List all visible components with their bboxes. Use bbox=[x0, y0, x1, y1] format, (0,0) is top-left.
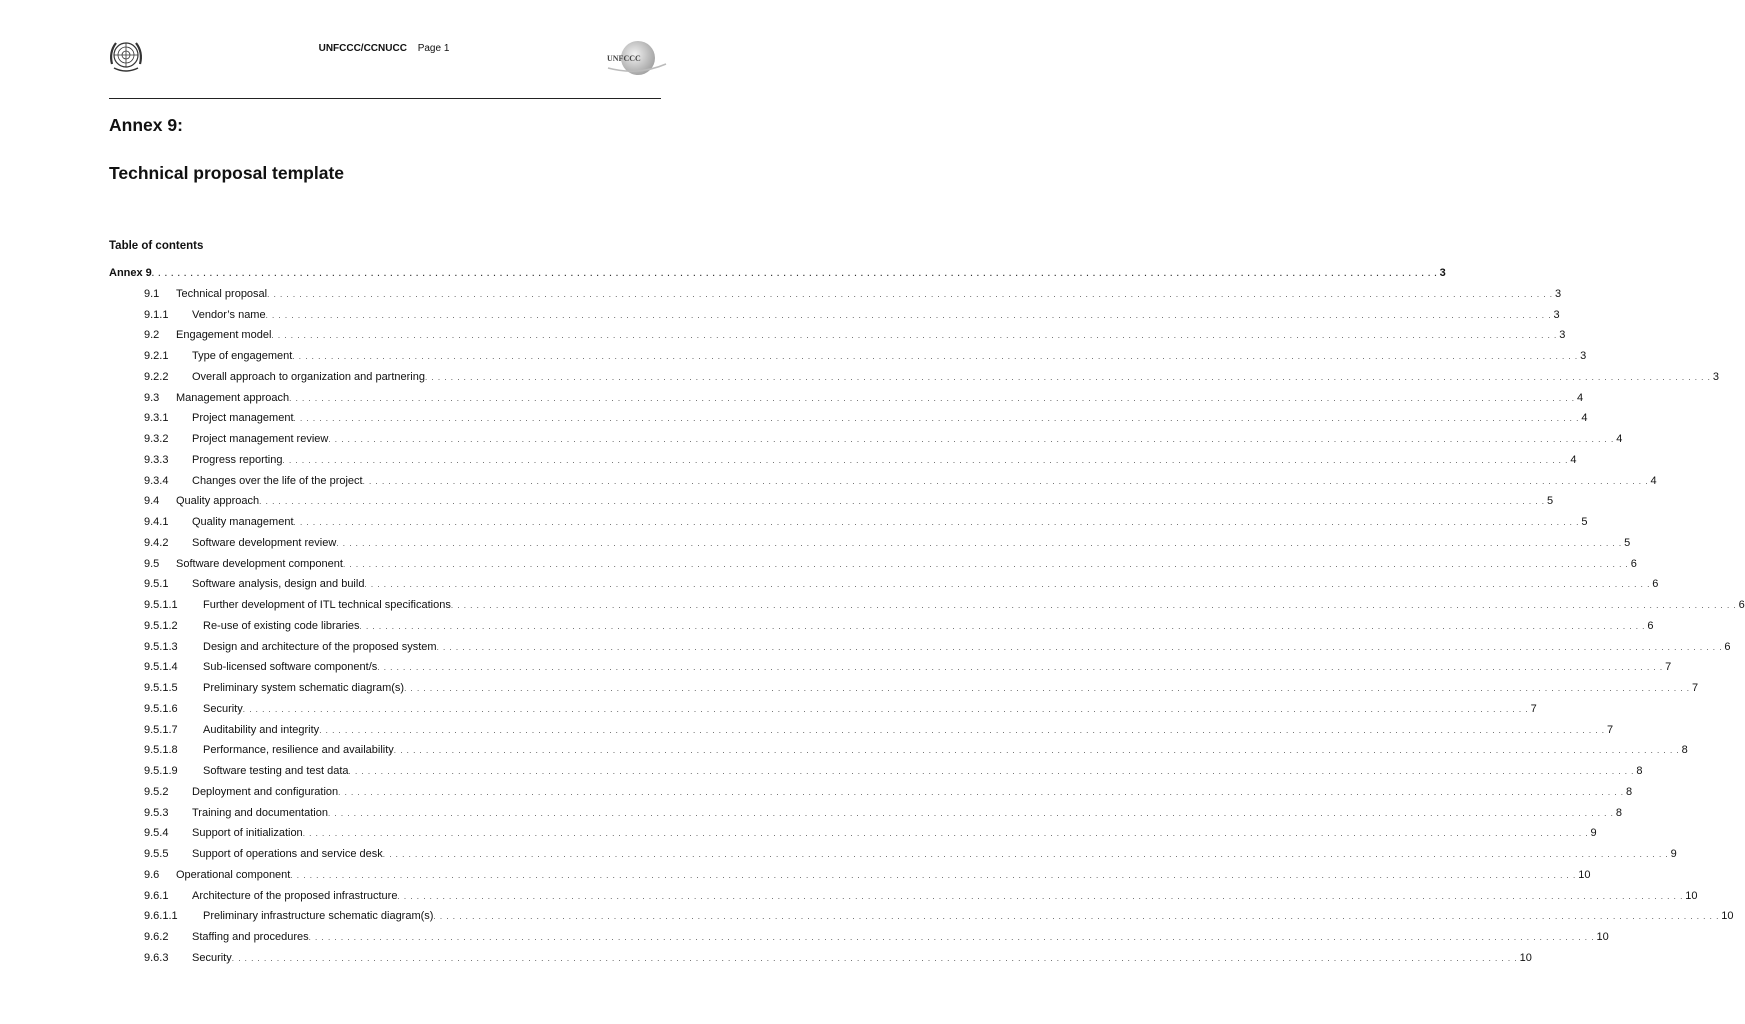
toc-dot-leader: . . . . . . . . . . . . . . . . . . . . . . . . . . . . . . . . . . . . . . . . . . . . . . . . . . . . . . . . . . . . . . . . . . . . . . . . . . . . . . . . . . . . . . . . . . . . . . . . . . . . . . . . . . . . . . . . . . . . . . . . . . . . . . . . . . . . . . . . . . . . . . . . . . . . . . . . . . . . . . . . . . . . . . . . . . . . . . . . . . . . . . . . . . . . . . . . . . . . . . . . bbox=[397, 891, 1684, 901]
toc-entry-number: 9.5 bbox=[144, 557, 160, 570]
toc-entry-number: 9.3 bbox=[144, 391, 160, 404]
toc-dot-leader: . . . . . . . . . . . . . . . . . . . . . . . . . . . . . . . . . . . . . . . . . . . . . . . . . . . . . . . . . . . . . . . . . . . . . . . . . . . . . . . . . . . . . . . . . . . . . . . . . . . . . . . . . . . . . . . . . . . . . . . . . . . . . . . . . . . . . . . . . . . . . . . . . . . . . . . . . . . . . . . . . . . . . . . . . . . . . . . . . . . . . . . . . . . . . . . . . . . . . . . . bbox=[404, 684, 1690, 693]
toc-entry-page: 9 bbox=[1590, 827, 1597, 840]
toc-entry[interactable] bbox=[109, 886, 1698, 907]
toc-entry-page: 6 bbox=[1630, 557, 1637, 570]
toc-entry-line bbox=[192, 782, 1633, 804]
toc-entry-title: Auditability and integrity bbox=[203, 720, 319, 741]
toc-entry-line bbox=[192, 512, 1588, 534]
toc-entry-line bbox=[192, 305, 1560, 327]
toc-entry-number: 9.4.2 bbox=[144, 536, 169, 549]
toc-entry-title: Technical proposal bbox=[176, 284, 267, 305]
toc-entry-title: Design and architecture of the proposed system bbox=[203, 637, 437, 658]
toc-dot-leader: . . . . . . . . . . . . . . . . . . . . . . . . . . . . . . . . . . . . . . . . . . . . . . . . . . . . . . . . . . . . . . . . . . . . . . . . . . . . . . . . . . . . . . . . . . . . . . . . . . . . . . . . . . . . . . . . . . . . . . . . . . . . . . . . . . . . . . . . . . . . . . . . . . . . . . . . . . . . . . . . . . . . . . . . . . . . . . . . . . . . . . . . . . . . . . . . . . . . . . . . bbox=[450, 601, 1737, 610]
toc-entry[interactable] bbox=[109, 491, 1554, 512]
table-of-contents bbox=[109, 263, 1745, 969]
toc-entry-page: 10 bbox=[1578, 868, 1591, 881]
header-org: UNFCCC/CCNUCC bbox=[318, 43, 407, 54]
toc-entry-page: 4 bbox=[1581, 412, 1588, 425]
toc-entry-line bbox=[192, 429, 1623, 451]
toc-dot-leader: . . . . . . . . . . . . . . . . . . . . . . . . . . . . . . . . . . . . . . . . . . . . . . . . . . . . . . . . . . . . . . . . . . . . . . . . . . . . . . . . . . . . . . . . . . . . . . . . . . . . . . . . . . . . . . . . . . . . . . . . . . . . . . . . . . . . . . . . . . . . . . . . . . . . . . . . . . . . . . . . . . . . . . . . . . . . . . . . . . . . . . . . . . . . . . . . . . . . . . . . bbox=[308, 933, 1595, 942]
toc-entry-line bbox=[203, 637, 1731, 659]
toc-entry-number: 9.3.4 bbox=[144, 474, 169, 487]
toc-entry-title: Engagement model bbox=[176, 325, 271, 346]
toc-dot-leader: . . . . . . . . . . . . . . . . . . . . . . . . . . . . . . . . . . . . . . . . . . . . . . . . . . . . . . . . . . . . . . . . . . . . . . . . . . . . . . . . . . . . . . . . . . . . . . . . . . . . . . . . . . . . . . . . . . . . . . . . . . . . . . . . . . . . . . . . . . . . . . . . . . . . . . . . . . . . . . . . . . . . . . . . . . . . . . . . . . . . . . . . . . . . . . . . . . . . . . . . bbox=[393, 746, 1680, 756]
toc-entry-line bbox=[192, 471, 1657, 493]
toc-entry[interactable] bbox=[109, 740, 1688, 761]
header-divider bbox=[109, 98, 661, 99]
toc-dot-leader: . . . . . . . . . . . . . . . . . . . . . . . . . . . . . . . . . . . . . . . . . . . . . . . . . . . . . . . . . . . . . . . . . . . . . . . . . . . . . . . . . . . . . . . . . . . . . . . . . . . . . . . . . . . . . . . . . . . . . . . . . . . . . . . . . . . . . . . . . . . . . . . . . . . . . . . . . . . . . . . . . . . . . . . . . . . . . . . . . . . . . . . . . . . . . . . . . . . . . . . . bbox=[364, 580, 1651, 590]
toc-entry[interactable] bbox=[109, 927, 1609, 948]
toc-entry[interactable] bbox=[109, 325, 1566, 346]
toc-entry-title: Architecture of the proposed infrastructure bbox=[192, 886, 397, 907]
toc-entry-title: Support of initialization bbox=[192, 823, 303, 844]
toc-entry-page: 5 bbox=[1581, 516, 1588, 528]
toc-entry-line bbox=[203, 761, 1643, 783]
toc-entry-number: 9.5.5 bbox=[144, 848, 169, 860]
toc-entry-title: Project management bbox=[192, 408, 294, 429]
toc-entry-line bbox=[192, 408, 1588, 430]
toc-entry-number: 9.5.1.6 bbox=[144, 702, 178, 715]
toc-entry-page: 6 bbox=[1647, 619, 1654, 632]
toc-entry-number: 9.4.1 bbox=[144, 516, 169, 528]
toc-entry-number: 9.1 bbox=[144, 287, 160, 300]
toc-entry[interactable] bbox=[109, 512, 1588, 533]
toc-entry-title: Deployment and configuration bbox=[192, 782, 338, 803]
toc-entry-page: 6 bbox=[1724, 640, 1731, 653]
toc-entry-title: Preliminary infrastructure schematic diagram(s) bbox=[203, 906, 433, 927]
toc-entry-line bbox=[176, 865, 1591, 887]
toc-entry-number: 9.5.2 bbox=[144, 785, 169, 798]
toc-entry[interactable] bbox=[109, 429, 1623, 450]
toc-entry-title: Operational component bbox=[176, 865, 290, 886]
toc-entry-line bbox=[203, 699, 1537, 721]
toc-entry-title: Sub-licensed software component/s bbox=[203, 657, 377, 678]
toc-entry[interactable] bbox=[109, 408, 1588, 429]
toc-entry-number: 9.6.1 bbox=[144, 889, 169, 902]
toc-entry-page: 8 bbox=[1615, 806, 1622, 819]
toc-entry-title: Vendor’s name bbox=[192, 305, 266, 326]
toc-entry-line bbox=[203, 678, 1699, 700]
toc-entry-number: 9.2.2 bbox=[144, 370, 169, 383]
toc-entry-title: Staffing and procedures bbox=[192, 927, 309, 948]
toc-entry-page: 4 bbox=[1650, 474, 1657, 487]
toc-entry-title: Overall approach to organization and partnering bbox=[192, 367, 425, 388]
toc-dot-leader: . . . . . . . . . . . . . . . . . . . . . . . . . . . . . . . . . . . . . . . . . . . . . . . . . . . . . . . . . . . . . . . . . . . . . . . . . . . . . . . . . . . . . . . . . . . . . . . . . . . . . . . . . . . . . . . . . . . . . . . . . . . . . . . . . . . . . . . . . . . . . . . . . . . . . . . . . . . . . . . . . . . . . . . . . . . . . . . . . . . . . . . . . . . . . . . . . . . . . . . . bbox=[382, 850, 1669, 859]
toc-entry-title: Quality approach bbox=[176, 491, 259, 512]
toc-entry-line bbox=[192, 886, 1698, 908]
toc-dot-leader: . . . . . . . . . . . . . . . . . . . . . . . . . . . . . . . . . . . . . . . . . . . . . . . . . . . . . . . . . . . . . . . . . . . . . . . . . . . . . . . . . . . . . . . . . . . . . . . . . . . . . . . . . . . . . . . . . . . . . . . . . . . . . . . . . . . . . . . . . . . . . . . . . . . . . . . . . . . . . . . . . . . . . . . . . . . . . . . . . . . . . . . . . . . . . . . . . . . . . . . . bbox=[282, 455, 1569, 465]
toc-entry-page: 5 bbox=[1624, 536, 1631, 549]
document-title: Technical proposal template bbox=[109, 163, 345, 183]
toc-entry-page: 6 bbox=[1738, 599, 1745, 611]
toc-entry-line bbox=[176, 325, 1566, 347]
toc-entry[interactable] bbox=[109, 284, 1562, 305]
toc-entry-line bbox=[109, 263, 1446, 285]
toc-entry-page: 10 bbox=[1596, 931, 1609, 943]
toc-entry-title: Software development review bbox=[192, 533, 336, 554]
toc-entry-number: 9.5.1.3 bbox=[144, 640, 178, 653]
toc-entry-page: 3 bbox=[1553, 308, 1560, 321]
toc-entry-title: Further development of ITL technical specifications bbox=[203, 595, 451, 616]
toc-entry-title: Software analysis, design and build bbox=[192, 574, 364, 595]
toc-entry-line bbox=[192, 346, 1587, 368]
toc-dot-leader: . . . . . . . . . . . . . . . . . . . . . . . . . . . . . . . . . . . . . . . . . . . . . . . . . . . . . . . . . . . . . . . . . . . . . . . . . . . . . . . . . . . . . . . . . . . . . . . . . . . . . . . . . . . . . . . . . . . . . . . . . . . . . . . . . . . . . . . . . . . . . . . . . . . . . . . . . . . . . . . . . . . . . . . . . . . . . . . . . . . . . . . . . . . . . . . . . . . . . . . . bbox=[151, 269, 1438, 278]
toc-entry-title: Project management review bbox=[192, 429, 328, 450]
unfccc-logo-text: UNFCCC bbox=[607, 54, 641, 63]
toc-entry-line bbox=[192, 533, 1631, 555]
toc-entry-title: Quality management bbox=[192, 512, 294, 533]
toc-dot-leader: . . . . . . . . . . . . . . . . . . . . . . . . . . . . . . . . . . . . . . . . . . . . . . . . . . . . . . . . . . . . . . . . . . . . . . . . . . . . . . . . . . . . . . . . . . . . . . . . . . . . . . . . . . . . . . . . . . . . . . . . . . . . . . . . . . . . . . . . . . . . . . . . . . . . . . . . . . . . . . . . . . . . . . . . . . . . . . . . . . . . . . . . . . . . . . . . . . . . . . . . bbox=[242, 704, 1529, 714]
toc-entry-line bbox=[176, 388, 1584, 410]
toc-entry-title: Progress reporting bbox=[192, 450, 283, 471]
toc-entry-number: 9.6 bbox=[144, 868, 160, 881]
toc-entry-line bbox=[203, 657, 1672, 679]
toc-dot-leader: . . . . . . . . . . . . . . . . . . . . . . . . . . . . . . . . . . . . . . . . . . . . . . . . . . . . . . . . . . . . . . . . . . . . . . . . . . . . . . . . . . . . . . . . . . . . . . . . . . . . . . . . . . . . . . . . . . . . . . . . . . . . . . . . . . . . . . . . . . . . . . . . . . . . . . . . . . . . . . . . . . . . . . . . . . . . . . . . . . . . . . . . . . . . . . . . . . . . . . . . bbox=[289, 393, 1575, 403]
unfccc-logo-icon bbox=[600, 40, 668, 80]
toc-entry-title: Changes over the life of the project bbox=[192, 471, 363, 492]
toc-entry-number: 9.2 bbox=[144, 329, 160, 342]
toc-dot-leader: . . . . . . . . . . . . . . . . . . . . . . . . . . . . . . . . . . . . . . . . . . . . . . . . . . . . . . . . . . . . . . . . . . . . . . . . . . . . . . . . . . . . . . . . . . . . . . . . . . . . . . . . . . . . . . . . . . . . . . . . . . . . . . . . . . . . . . . . . . . . . . . . . . . . . . . . . . . . . . . . . . . . . . . . . . . . . . . . . . . . . . . . . . . . . . . . . . . . . . . . bbox=[424, 372, 1711, 382]
toc-entry-title: Re-use of existing code libraries bbox=[203, 616, 360, 637]
toc-entry-line bbox=[176, 554, 1637, 576]
toc-entry-title: Management approach bbox=[176, 388, 289, 409]
toc-entry-title: Security bbox=[203, 699, 243, 720]
toc-entry-number: 9.6.2 bbox=[144, 931, 169, 943]
toc-entry-page: 4 bbox=[1616, 433, 1623, 445]
toc-entry-page: 3 bbox=[1712, 370, 1719, 383]
toc-entry-number: 9.3.3 bbox=[144, 453, 169, 466]
toc-entry-line bbox=[176, 284, 1562, 306]
toc-entry-line bbox=[203, 906, 1734, 928]
toc-entry[interactable] bbox=[109, 782, 1633, 803]
toc-entry-number: 9.6.3 bbox=[144, 951, 169, 964]
toc-entry-number: 9.2.1 bbox=[144, 350, 169, 362]
toc-entry-title: Performance, resilience and availability bbox=[203, 740, 394, 761]
toc-entry[interactable] bbox=[109, 471, 1657, 492]
toc-entry-title: Software development component bbox=[176, 554, 343, 575]
toc-entry-title: Annex 9 bbox=[109, 263, 152, 284]
toc-dot-leader: . . . . . . . . . . . . . . . . . . . . . . . . . . . . . . . . . . . . . . . . . . . . . . . . . . . . . . . . . . . . . . . . . . . . . . . . . . . . . . . . . . . . . . . . . . . . . . . . . . . . . . . . . . . . . . . . . . . . . . . . . . . . . . . . . . . . . . . . . . . . . . . . . . . . . . . . . . . . . . . . . . . . . . . . . . . . . . . . . . . . . . . . . . . . . . . . . . . . . . . . bbox=[436, 642, 1723, 652]
toc-entry[interactable] bbox=[109, 388, 1584, 409]
toc-entry-page: 10 bbox=[1685, 889, 1698, 902]
toc-entry[interactable] bbox=[109, 844, 1677, 865]
toc-dot-leader: . . . . . . . . . . . . . . . . . . . . . . . . . . . . . . . . . . . . . . . . . . . . . . . . . . . . . . . . . . . . . . . . . . . . . . . . . . . . . . . . . . . . . . . . . . . . . . . . . . . . . . . . . . . . . . . . . . . . . . . . . . . . . . . . . . . . . . . . . . . . . . . . . . . . . . . . . . . . . . . . . . . . . . . . . . . . . . . . . . . . . . . . . . . . . . . . . . . . . . . . bbox=[292, 352, 1579, 361]
toc-dot-leader: . . . . . . . . . . . . . . . . . . . . . . . . . . . . . . . . . . . . . . . . . . . . . . . . . . . . . . . . . . . . . . . . . . . . . . . . . . . . . . . . . . . . . . . . . . . . . . . . . . . . . . . . . . . . . . . . . . . . . . . . . . . . . . . . . . . . . . . . . . . . . . . . . . . . . . . . . . . . . . . . . . . . . . . . . . . . . . . . . . . . . . . . . . . . . . . . . . . . . . . . bbox=[259, 497, 1546, 507]
toc-entry-number: 9.5.1.1 bbox=[144, 599, 178, 611]
toc-entry-number: 9.5.4 bbox=[144, 827, 169, 840]
toc-entry[interactable] bbox=[109, 823, 1597, 844]
toc-entry-line bbox=[192, 927, 1609, 949]
toc-entry[interactable] bbox=[109, 595, 1745, 616]
toc-entry[interactable] bbox=[109, 699, 1537, 720]
toc-entry[interactable] bbox=[109, 533, 1631, 554]
toc-entry[interactable] bbox=[109, 761, 1643, 782]
toc-entry-line bbox=[203, 720, 1614, 742]
toc-dot-leader: . . . . . . . . . . . . . . . . . . . . . . . . . . . . . . . . . . . . . . . . . . . . . . . . . . . . . . . . . . . . . . . . . . . . . . . . . . . . . . . . . . . . . . . . . . . . . . . . . . . . . . . . . . . . . . . . . . . . . . . . . . . . . . . . . . . . . . . . . . . . . . . . . . . . . . . . . . . . . . . . . . . . . . . . . . . . . . . . . . . . . . . . . . . . . . . . . . . . . . . . bbox=[302, 829, 1589, 839]
toc-dot-leader: . . . . . . . . . . . . . . . . . . . . . . . . . . . . . . . . . . . . . . . . . . . . . . . . . . . . . . . . . . . . . . . . . . . . . . . . . . . . . . . . . . . . . . . . . . . . . . . . . . . . . . . . . . . . . . . . . . . . . . . . . . . . . . . . . . . . . . . . . . . . . . . . . . . . . . . . . . . . . . . . . . . . . . . . . . . . . . . . . . . . . . . . . . . . . . . . . . . . . . . . bbox=[377, 663, 1664, 673]
toc-entry-page: 9 bbox=[1670, 848, 1677, 860]
toc-entry-number: 9.4 bbox=[144, 495, 160, 508]
toc-entry-page: 8 bbox=[1681, 744, 1688, 757]
toc-dot-leader: . . . . . . . . . . . . . . . . . . . . . . . . . . . . . . . . . . . . . . . . . . . . . . . . . . . . . . . . . . . . . . . . . . . . . . . . . . . . . . . . . . . . . . . . . . . . . . . . . . . . . . . . . . . . . . . . . . . . . . . . . . . . . . . . . . . . . . . . . . . . . . . . . . . . . . . . . . . . . . . . . . . . . . . . . . . . . . . . . . . . . . . . . . . . . . . . . . . . . . . . bbox=[362, 476, 1649, 486]
toc-entry-page: 10 bbox=[1519, 951, 1532, 964]
toc-entry[interactable] bbox=[109, 720, 1614, 741]
toc-dot-leader: . . . . . . . . . . . . . . . . . . . . . . . . . . . . . . . . . . . . . . . . . . . . . . . . . . . . . . . . . . . . . . . . . . . . . . . . . . . . . . . . . . . . . . . . . . . . . . . . . . . . . . . . . . . . . . . . . . . . . . . . . . . . . . . . . . . . . . . . . . . . . . . . . . . . . . . . . . . . . . . . . . . . . . . . . . . . . . . . . . . . . . . . . . . . . . . . . . . . . . . . bbox=[319, 725, 1606, 735]
toc-entry[interactable] bbox=[109, 450, 1577, 471]
toc-entry-number: 9.5.1.4 bbox=[144, 661, 178, 674]
toc-entry[interactable] bbox=[109, 367, 1719, 388]
toc-entry-number: 9.5.1.5 bbox=[144, 682, 178, 694]
toc-entry-line bbox=[192, 450, 1577, 472]
toc-dot-leader: . . . . . . . . . . . . . . . . . . . . . . . . . . . . . . . . . . . . . . . . . . . . . . . . . . . . . . . . . . . . . . . . . . . . . . . . . . . . . . . . . . . . . . . . . . . . . . . . . . . . . . . . . . . . . . . . . . . . . . . . . . . . . . . . . . . . . . . . . . . . . . . . . . . . . . . . . . . . . . . . . . . . . . . . . . . . . . . . . . . . . . . . . . . . . . . . . . . . . . . . bbox=[348, 767, 1635, 776]
toc-entry-title: Security bbox=[192, 948, 232, 969]
toc-entry-line bbox=[192, 803, 1622, 825]
toc-entry-line bbox=[192, 823, 1597, 845]
toc-entry[interactable] bbox=[109, 865, 1591, 886]
toc-entry[interactable] bbox=[109, 803, 1622, 824]
toc-entry-page: 8 bbox=[1626, 785, 1633, 798]
toc-dot-leader: . . . . . . . . . . . . . . . . . . . . . . . . . . . . . . . . . . . . . . . . . . . . . . . . . . . . . . . . . . . . . . . . . . . . . . . . . . . . . . . . . . . . . . . . . . . . . . . . . . . . . . . . . . . . . . . . . . . . . . . . . . . . . . . . . . . . . . . . . . . . . . . . . . . . . . . . . . . . . . . . . . . . . . . . . . . . . . . . . . . . . . . . . . . . . . . . . . . . . . . . bbox=[290, 870, 1577, 880]
toc-entry-page: 3 bbox=[1580, 350, 1587, 362]
toc-entry[interactable] bbox=[109, 948, 1532, 969]
toc-entry[interactable] bbox=[109, 263, 1446, 284]
toc-entry-title: Type of engagement bbox=[192, 346, 292, 367]
toc-entry[interactable] bbox=[109, 678, 1699, 699]
toc-entry-page: 7 bbox=[1530, 702, 1537, 715]
toc-entry-page: 3 bbox=[1559, 329, 1566, 342]
toc-entry-line bbox=[192, 844, 1677, 866]
toc-entry-number: 9.3.1 bbox=[144, 412, 169, 425]
page-header bbox=[0, 0, 768, 100]
toc-entry[interactable] bbox=[109, 616, 1654, 637]
toc-dot-leader: . . . . . . . . . . . . . . . . . . . . . . . . . . . . . . . . . . . . . . . . . . . . . . . . . . . . . . . . . . . . . . . . . . . . . . . . . . . . . . . . . . . . . . . . . . . . . . . . . . . . . . . . . . . . . . . . . . . . . . . . . . . . . . . . . . . . . . . . . . . . . . . . . . . . . . . . . . . . . . . . . . . . . . . . . . . . . . . . . . . . . . . . . . . . . . . . . . . . . . . . bbox=[231, 953, 1518, 963]
toc-entry-page: 3 bbox=[1439, 267, 1446, 279]
toc-entry-line bbox=[176, 491, 1554, 513]
toc-dot-leader: . . . . . . . . . . . . . . . . . . . . . . . . . . . . . . . . . . . . . . . . . . . . . . . . . . . . . . . . . . . . . . . . . . . . . . . . . . . . . . . . . . . . . . . . . . . . . . . . . . . . . . . . . . . . . . . . . . . . . . . . . . . . . . . . . . . . . . . . . . . . . . . . . . . . . . . . . . . . . . . . . . . . . . . . . . . . . . . . . . . . . . . . . . . . . . . . . . . . . . . . bbox=[327, 808, 1614, 818]
toc-entry-number: 9.5.1.7 bbox=[144, 723, 178, 736]
annex-title: Annex 9: bbox=[109, 115, 183, 135]
toc-entry-title: Software testing and test data bbox=[203, 761, 349, 782]
toc-dot-leader: . . . . . . . . . . . . . . . . . . . . . . . . . . . . . . . . . . . . . . . . . . . . . . . . . . . . . . . . . . . . . . . . . . . . . . . . . . . . . . . . . . . . . . . . . . . . . . . . . . . . . . . . . . . . . . . . . . . . . . . . . . . . . . . . . . . . . . . . . . . . . . . . . . . . . . . . . . . . . . . . . . . . . . . . . . . . . . . . . . . . . . . . . . . . . . . . . . . . . . . . bbox=[293, 518, 1580, 527]
toc-entry-number: 9.5.1.8 bbox=[144, 744, 178, 757]
toc-entry-line bbox=[192, 948, 1532, 970]
toc-dot-leader: . . . . . . . . . . . . . . . . . . . . . . . . . . . . . . . . . . . . . . . . . . . . . . . . . . . . . . . . . . . . . . . . . . . . . . . . . . . . . . . . . . . . . . . . . . . . . . . . . . . . . . . . . . . . . . . . . . . . . . . . . . . . . . . . . . . . . . . . . . . . . . . . . . . . . . . . . . . . . . . . . . . . . . . . . . . . . . . . . . . . . . . . . . . . . . . . . . . . . . . . bbox=[342, 559, 1629, 569]
toc-entry-number: 9.5.3 bbox=[144, 806, 169, 819]
toc-dot-leader: . . . . . . . . . . . . . . . . . . . . . . . . . . . . . . . . . . . . . . . . . . . . . . . . . . . . . . . . . . . . . . . . . . . . . . . . . . . . . . . . . . . . . . . . . . . . . . . . . . . . . . . . . . . . . . . . . . . . . . . . . . . . . . . . . . . . . . . . . . . . . . . . . . . . . . . . . . . . . . . . . . . . . . . . . . . . . . . . . . . . . . . . . . . . . . . . . . . . . . . . bbox=[328, 435, 1615, 444]
toc-dot-leader: . . . . . . . . . . . . . . . . . . . . . . . . . . . . . . . . . . . . . . . . . . . . . . . . . . . . . . . . . . . . . . . . . . . . . . . . . . . . . . . . . . . . . . . . . . . . . . . . . . . . . . . . . . . . . . . . . . . . . . . . . . . . . . . . . . . . . . . . . . . . . . . . . . . . . . . . . . . . . . . . . . . . . . . . . . . . . . . . . . . . . . . . . . . . . . . . . . . . . . . . bbox=[359, 621, 1646, 631]
toc-entry-page: 7 bbox=[1665, 661, 1672, 674]
toc-entry-title: Preliminary system schematic diagram(s) bbox=[203, 678, 404, 699]
toc-entry-page: 10 bbox=[1721, 910, 1734, 923]
toc-entry-page: 6 bbox=[1652, 578, 1659, 591]
toc-entry[interactable] bbox=[109, 305, 1560, 326]
toc-entry[interactable] bbox=[109, 657, 1672, 678]
toc-entry[interactable] bbox=[109, 554, 1637, 575]
toc-entry-title: Support of operations and service desk bbox=[192, 844, 383, 865]
toc-dot-leader: . . . . . . . . . . . . . . . . . . . . . . . . . . . . . . . . . . . . . . . . . . . . . . . . . . . . . . . . . . . . . . . . . . . . . . . . . . . . . . . . . . . . . . . . . . . . . . . . . . . . . . . . . . . . . . . . . . . . . . . . . . . . . . . . . . . . . . . . . . . . . . . . . . . . . . . . . . . . . . . . . . . . . . . . . . . . . . . . . . . . . . . . . . . . . . . . . . . . . . . . bbox=[267, 289, 1553, 299]
toc-entry[interactable] bbox=[109, 574, 1659, 595]
toc-entry-number: 9.3.2 bbox=[144, 433, 169, 445]
toc-entry-page: 3 bbox=[1554, 287, 1562, 300]
toc-entry-number: 9.5.1.2 bbox=[144, 619, 178, 632]
toc-entry-number: 9.1.1 bbox=[144, 308, 169, 321]
toc-entry-page: 4 bbox=[1576, 391, 1584, 404]
toc-dot-leader: . . . . . . . . . . . . . . . . . . . . . . . . . . . . . . . . . . . . . . . . . . . . . . . . . . . . . . . . . . . . . . . . . . . . . . . . . . . . . . . . . . . . . . . . . . . . . . . . . . . . . . . . . . . . . . . . . . . . . . . . . . . . . . . . . . . . . . . . . . . . . . . . . . . . . . . . . . . . . . . . . . . . . . . . . . . . . . . . . . . . . . . . . . . . . . . . . . . . . . . . bbox=[265, 310, 1552, 320]
toc-entry-page: 8 bbox=[1636, 765, 1643, 777]
toc-entry-line bbox=[192, 574, 1659, 596]
toc-entry[interactable] bbox=[109, 906, 1734, 927]
toc-entry[interactable] bbox=[109, 637, 1731, 658]
header-page-number: Page 1 bbox=[417, 43, 450, 54]
toc-dot-leader: . . . . . . . . . . . . . . . . . . . . . . . . . . . . . . . . . . . . . . . . . . . . . . . . . . . . . . . . . . . . . . . . . . . . . . . . . . . . . . . . . . . . . . . . . . . . . . . . . . . . . . . . . . . . . . . . . . . . . . . . . . . . . . . . . . . . . . . . . . . . . . . . . . . . . . . . . . . . . . . . . . . . . . . . . . . . . . . . . . . . . . . . . . . . . . . . . . . . . . . . bbox=[336, 538, 1623, 548]
toc-entry[interactable] bbox=[109, 346, 1587, 367]
toc-heading: Table of contents bbox=[109, 240, 204, 252]
toc-entry-page: 4 bbox=[1570, 453, 1577, 466]
toc-entry-line bbox=[203, 616, 1654, 638]
toc-entry-page: 5 bbox=[1547, 495, 1554, 508]
toc-entry-line bbox=[192, 367, 1719, 389]
toc-entry-page: 7 bbox=[1607, 723, 1614, 736]
toc-entry-number: 9.5.1.9 bbox=[144, 765, 178, 777]
toc-entry-number: 9.5.1 bbox=[144, 578, 169, 591]
toc-dot-leader: . . . . . . . . . . . . . . . . . . . . . . . . . . . . . . . . . . . . . . . . . . . . . . . . . . . . . . . . . . . . . . . . . . . . . . . . . . . . . . . . . . . . . . . . . . . . . . . . . . . . . . . . . . . . . . . . . . . . . . . . . . . . . . . . . . . . . . . . . . . . . . . . . . . . . . . . . . . . . . . . . . . . . . . . . . . . . . . . . . . . . . . . . . . . . . . . . . . . . . . . bbox=[271, 331, 1558, 341]
toc-dot-leader: . . . . . . . . . . . . . . . . . . . . . . . . . . . . . . . . . . . . . . . . . . . . . . . . . . . . . . . . . . . . . . . . . . . . . . . . . . . . . . . . . . . . . . . . . . . . . . . . . . . . . . . . . . . . . . . . . . . . . . . . . . . . . . . . . . . . . . . . . . . . . . . . . . . . . . . . . . . . . . . . . . . . . . . . . . . . . . . . . . . . . . . . . . . . . . . . . . . . . . . . bbox=[338, 787, 1624, 797]
toc-entry-number: 9.6.1.1 bbox=[144, 910, 178, 923]
toc-entry-line bbox=[203, 740, 1688, 762]
toc-dot-leader: . . . . . . . . . . . . . . . . . . . . . . . . . . . . . . . . . . . . . . . . . . . . . . . . . . . . . . . . . . . . . . . . . . . . . . . . . . . . . . . . . . . . . . . . . . . . . . . . . . . . . . . . . . . . . . . . . . . . . . . . . . . . . . . . . . . . . . . . . . . . . . . . . . . . . . . . . . . . . . . . . . . . . . . . . . . . . . . . . . . . . . . . . . . . . . . . . . . . . . . . bbox=[433, 912, 1720, 922]
toc-entry-page: 7 bbox=[1691, 682, 1699, 694]
toc-entry-line bbox=[203, 595, 1745, 617]
toc-entry-title: Training and documentation bbox=[192, 803, 328, 824]
toc-dot-leader: . . . . . . . . . . . . . . . . . . . . . . . . . . . . . . . . . . . . . . . . . . . . . . . . . . . . . . . . . . . . . . . . . . . . . . . . . . . . . . . . . . . . . . . . . . . . . . . . . . . . . . . . . . . . . . . . . . . . . . . . . . . . . . . . . . . . . . . . . . . . . . . . . . . . . . . . . . . . . . . . . . . . . . . . . . . . . . . . . . . . . . . . . . . . . . . . . . . . . . . . bbox=[293, 414, 1580, 424]
